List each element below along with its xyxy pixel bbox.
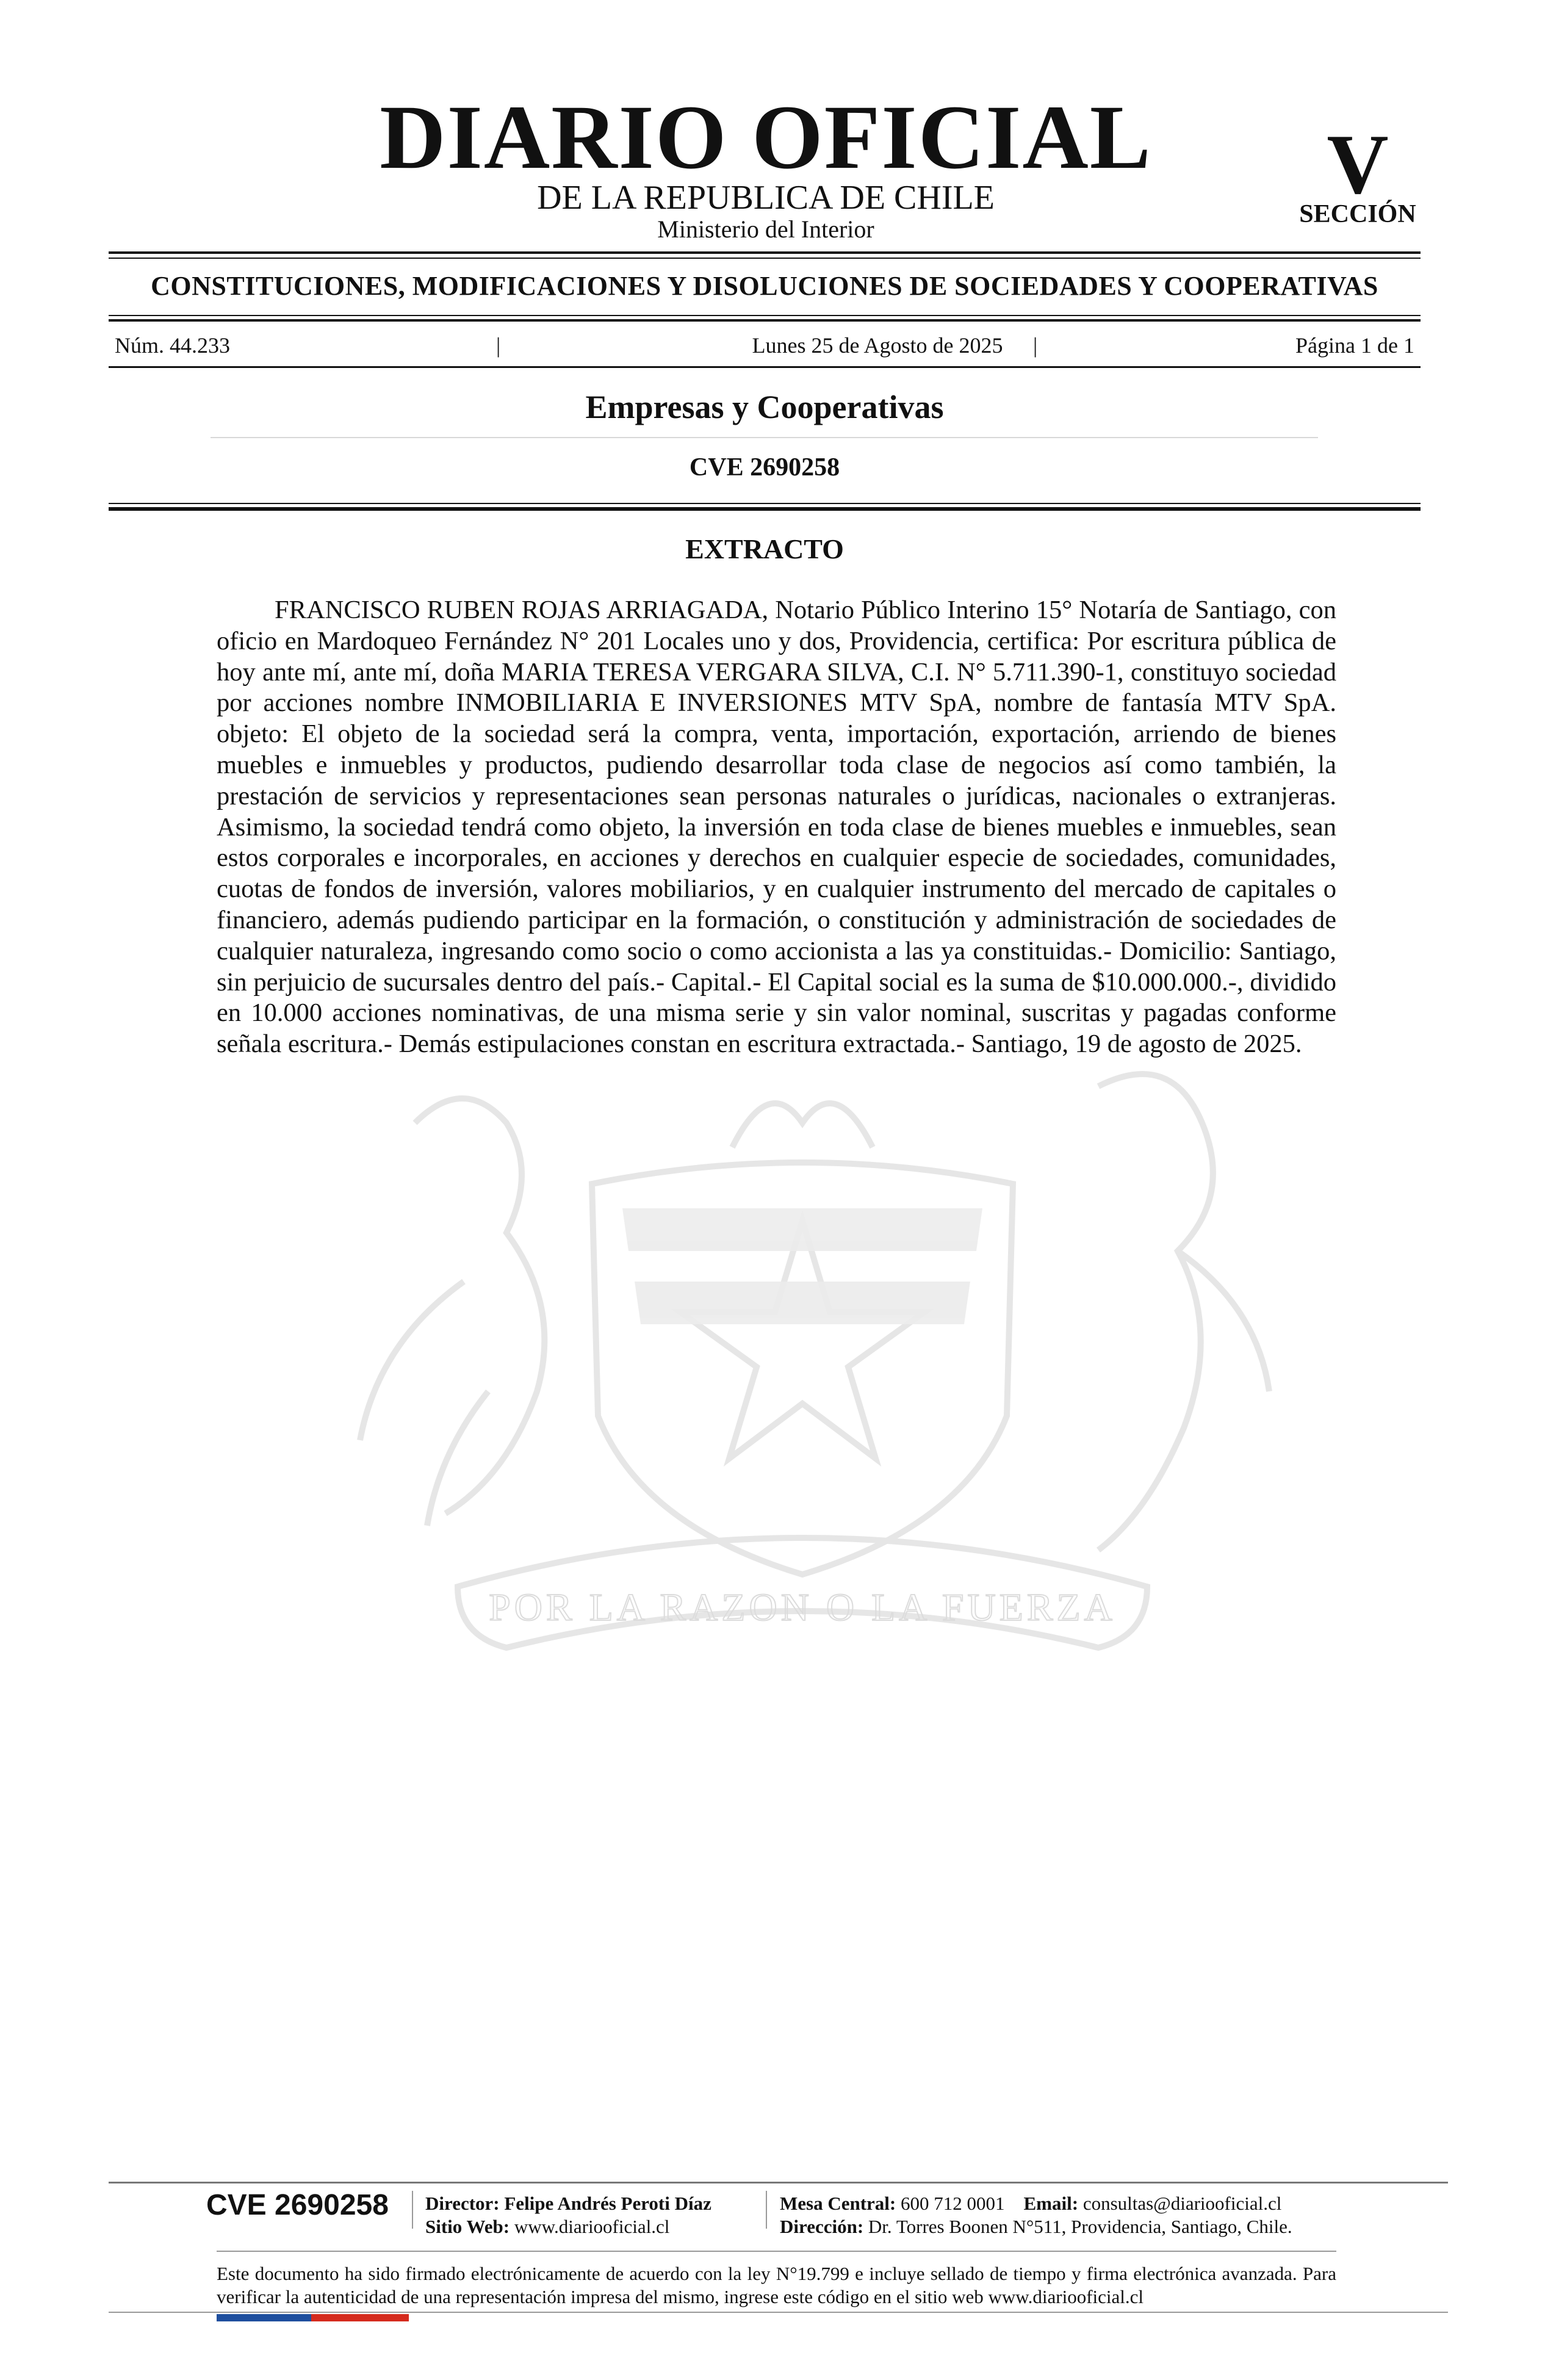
footer-rule-bottom <box>109 2312 1448 2313</box>
phone-label: Mesa Central: <box>780 2193 896 2214</box>
phone-value: 600 712 0001 <box>901 2193 1005 2214</box>
issue-separator: | <box>1033 333 1038 358</box>
director-label: Director: <box>425 2193 500 2214</box>
flag-stripe-blue <box>217 2314 311 2321</box>
category-heading: CONSTITUCIONES, MODIFICACIONES Y DISOLUCIONES DE SOCIEDADES Y COOPERATIVAS <box>151 271 1378 301</box>
web-label: Sitio Web: <box>425 2216 510 2237</box>
rule-mid-thin <box>109 315 1421 316</box>
footer-director-block <box>425 2192 711 2238</box>
footer-cve-code: CVE 2690258 <box>206 2189 389 2221</box>
email-link[interactable]: consultas@diariooficial.cl <box>1082 2193 1282 2214</box>
plumes-shape <box>732 1103 873 1147</box>
coat-of-arms-watermark <box>305 1050 1300 1690</box>
footer-divider <box>766 2191 767 2229</box>
watermark-motto: POR LA RAZON O LA FUERZA <box>489 1585 1116 1629</box>
masthead-subtitle: DE LA REPUBLICA DE CHILE <box>537 179 995 217</box>
extract-body: FRANCISCO RUBEN ROJAS ARRIAGADA, Notario Público Interino 15° Notaría de Santiago, con oficio en Mardoqueo Fernández N° 201 Locales uno y dos, Providencia, certifica: Por escritura pública de hoy ante mí, ante mí, doña MARIA TERESA VERGARA SILVA, C.I. N° 5.711.390-1, constituyo sociedad por acciones nombre INMOBILIARIA E INVERSIONES MTV SpA, nombre de fantasía MTV SpA. objeto: El objeto de la sociedad será la compra, venta, importación, exportación, arriendo de bienes muebles e inmuebles y productos, pudiendo desarrollar toda clase de negocios así como también, la prestación de servicios y representaciones sean personas naturales o jurídicas, nacionales o extranjeras. Asimismo, la sociedad tendrá como objeto, la inversión en toda clase de bienes muebles e inmuebles, sean estos corporales e incorporales, en acciones y derechos en cualquier especie de sociedades, comunidades, cuotas de fondos de inversión, valores mobiliarios, y en cualquier instrumento del mercado de capitales o financiero, además pudiendo participar en la formación, o constitución y administración de sociedades de cualquier naturaleza, ingresando como socio o como accionista a las ya constituidas.- Domicilio: Santiago, sin perjuicio de sucursales dentro del país.- Capital.- El Capital social es la suma de $10.000.000.-, dividido en 10.000 acciones nominativas, de una misma serie y sin valor nominal, suscritas y pagadas conforme señala escritura.- Demás estipulaciones constan en escritura extractada.- Santiago, 19 de agosto de 2025. <box>217 596 1336 1059</box>
footer-divider <box>412 2191 413 2229</box>
section-title-divider <box>211 437 1318 438</box>
address-value: Dr. Torres Boonen N°511, Providencia, Santiago, Chile. <box>868 2216 1292 2237</box>
cve-code: CVE 2690258 <box>689 453 840 481</box>
web-link[interactable]: www.diariooficial.cl <box>514 2216 670 2237</box>
condor-shape <box>1098 1074 1269 1550</box>
huemul-shape <box>360 1098 544 1526</box>
extract-heading: EXTRACTO <box>685 533 844 564</box>
rule-top-thick <box>109 251 1421 254</box>
rule-cve-thick <box>109 507 1421 511</box>
section-letter: V <box>1327 117 1389 212</box>
masthead-ministry: Ministerio del Interior <box>657 215 874 243</box>
rule-top-thin <box>109 258 1421 259</box>
footer-contact-block <box>780 2192 1292 2238</box>
rule-info-bottom <box>109 366 1421 368</box>
masthead-title: DIARIO OFICIAL <box>380 87 1152 188</box>
rule-cve-thin <box>109 503 1421 504</box>
address-label: Dirección: <box>780 2216 864 2237</box>
star-shape <box>680 1221 924 1459</box>
issue-date: Lunes 25 de Agosto de 2025 <box>752 333 1003 358</box>
footer-signature-note: Este documento ha sido firmado electrónicamente de acuerdo con la ley N°19.799 e incluye sellado de tiempo y firma electrónica avanzada. Para verificar la autenticidad de una representación impresa del mismo, ingrese este código en el sitio web www.diariooficial.cl <box>217 2263 1336 2307</box>
issue-separator: | <box>496 333 501 358</box>
director-name: Felipe Andrés Peroti Díaz <box>504 2193 711 2214</box>
email-label: Email: <box>1023 2193 1079 2214</box>
flag-stripe-red <box>311 2314 409 2321</box>
rule-mid-thick <box>109 319 1421 322</box>
issue-page: Página 1 de 1 <box>1295 333 1414 358</box>
footer-rule-top <box>109 2182 1448 2183</box>
issue-number: Núm. 44.233 <box>115 333 230 358</box>
section-title: Empresas y Cooperativas <box>585 389 944 425</box>
footer-rule-mid <box>217 2251 1336 2252</box>
section-label: SECCIÓN <box>1299 200 1416 228</box>
